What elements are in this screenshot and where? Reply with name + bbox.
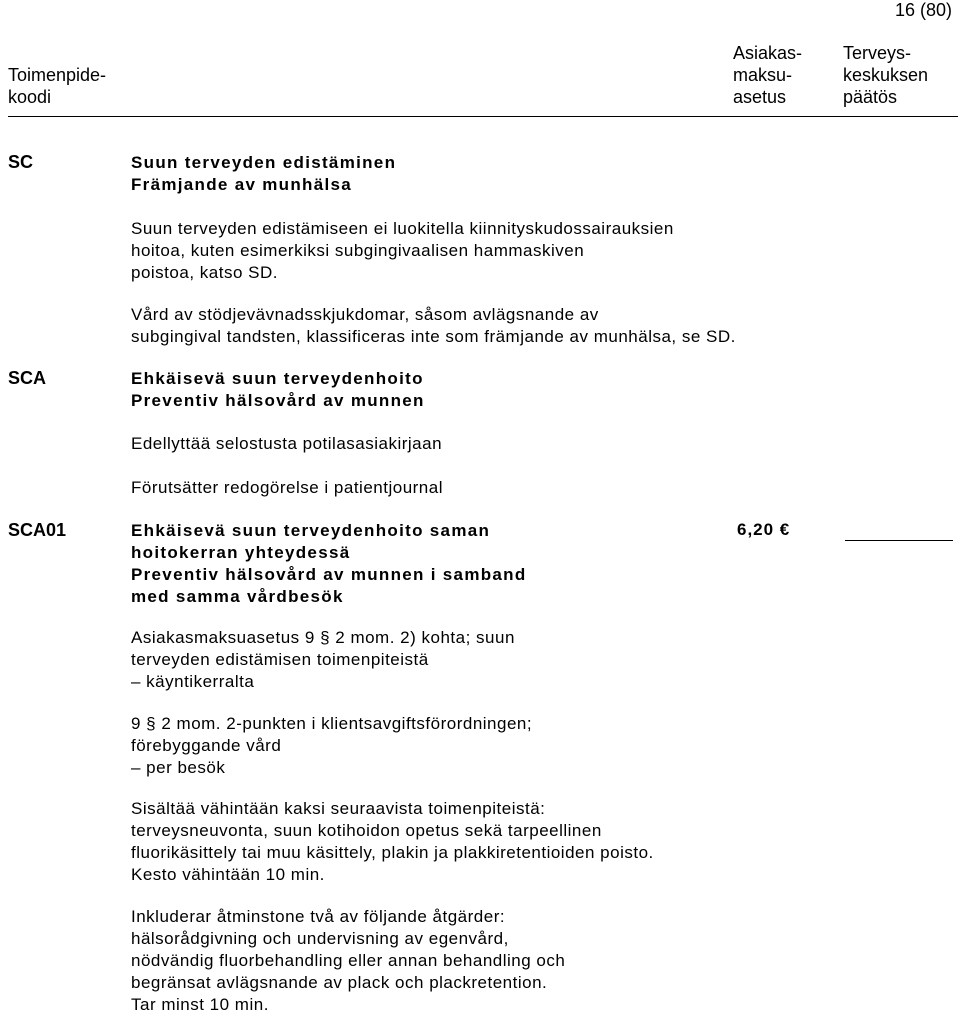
column-header-fee-line: Asiakas-: [733, 43, 803, 63]
entry-title: [131, 152, 781, 196]
text-line: Kesto vähintään 10 min.: [131, 865, 325, 884]
column-header-decision-line: päätös: [843, 87, 898, 107]
text-line: poistoa, katso SD.: [131, 263, 278, 282]
title-line: med samma vårdbesök: [131, 587, 344, 606]
column-header-fee-line: asetus: [733, 87, 787, 107]
text-line: Edellyttää selostusta potilasasiakirjaan: [131, 434, 443, 453]
text-line: begränsat avlägsnande av plack och plackretention.: [131, 973, 548, 992]
text-line: 9 § 2 mom. 2-punkten i klientsavgiftsförordningen;: [131, 714, 533, 733]
entry-sca01-paragraph-2: [131, 713, 781, 779]
text-line: Vård av stödjevävnadsskjukdomar, såsom avlägsnande av: [131, 305, 599, 324]
text-line: Sisältää vähintään kaksi seuraavista toimenpiteistä:: [131, 799, 546, 818]
entry-sca01: [131, 520, 781, 608]
text-line: fluorikäsittely tai muu käsittely, plakin ja plakkiretentioiden poisto.: [131, 843, 654, 862]
title-line: hoitokerran yhteydessä: [131, 543, 351, 562]
text-line: förebyggande vård: [131, 736, 282, 755]
title-line: Preventiv hälsovård av munnen i samband: [131, 565, 527, 584]
text-line: hälsorådgivning och undervisning av egenvård,: [131, 929, 509, 948]
entry-code-sca: SCA: [8, 368, 47, 388]
column-header-code-line: koodi: [8, 87, 52, 107]
text-line: – käyntikerralta: [131, 672, 255, 691]
entry-sca: [131, 368, 781, 412]
entry-code-sc: SC: [8, 152, 34, 172]
text-line: Asiakasmaksuasetus 9 § 2 mom. 2) kohta; suun: [131, 628, 515, 647]
page-number: 16 (80): [894, 0, 952, 20]
entry-title: [131, 520, 781, 608]
column-header-code-line: Toimenpide-: [8, 65, 107, 85]
title-line: Suun terveyden edistäminen: [131, 153, 397, 172]
entry-sca01-paragraph-1: [131, 627, 781, 693]
entry-sca-paragraph-2: [131, 477, 781, 499]
entry-code-sca01: SCA01: [8, 520, 67, 540]
title-line: Ehkäisevä suun terveydenhoito saman: [131, 521, 491, 540]
title-line: Främjande av munhälsa: [131, 175, 352, 194]
column-header-decision: [843, 42, 928, 108]
entry-sca01-paragraph-3: [131, 798, 781, 886]
text-line: Tar minst 10 min.: [131, 995, 269, 1014]
entry-sc-paragraph-2: [131, 304, 781, 348]
column-header-code: [8, 64, 106, 108]
entry-sc-paragraph-1: [131, 218, 781, 284]
title-line: Preventiv hälsovård av munnen: [131, 391, 425, 410]
header-divider: [8, 116, 958, 117]
entry-title: [131, 368, 781, 412]
column-header-fee-line: maksu-: [733, 65, 793, 85]
entry-sca01-paragraph-4: [131, 906, 781, 1016]
text-line: terveysneuvonta, suun kotihoidon opetus sekä tarpeellinen: [131, 821, 602, 840]
column-header-fee: [733, 42, 802, 108]
text-line: Förutsätter redogörelse i patientjournal: [131, 478, 443, 497]
entry-sc: [131, 152, 781, 196]
title-line: Ehkäisevä suun terveydenhoito: [131, 369, 424, 388]
text-line: nödvändig fluorbehandling eller annan behandling och: [131, 951, 566, 970]
text-line: terveyden edistämisen toimenpiteistä: [131, 650, 429, 669]
text-line: Inkluderar åtminstone två av följande åtgärder:: [131, 907, 506, 926]
text-line: – per besök: [131, 758, 226, 777]
column-header-decision-line: keskuksen: [843, 65, 929, 85]
entry-sca-paragraph-1: [131, 433, 781, 455]
text-line: subgingival tandsten, klassificeras inte som främjande av munhälsa, se SD.: [131, 327, 736, 346]
text-line: hoitoa, kuten esimerkiksi subgingivaalisen hammaskiven: [131, 241, 585, 260]
decision-blank-line: [845, 540, 953, 541]
column-header-decision-line: Terveys-: [843, 43, 912, 63]
text-line: Suun terveyden edistämiseen ei luokitella kiinnityskudossairauksien: [131, 219, 674, 238]
fee-amount: 6,20 €: [737, 520, 791, 539]
